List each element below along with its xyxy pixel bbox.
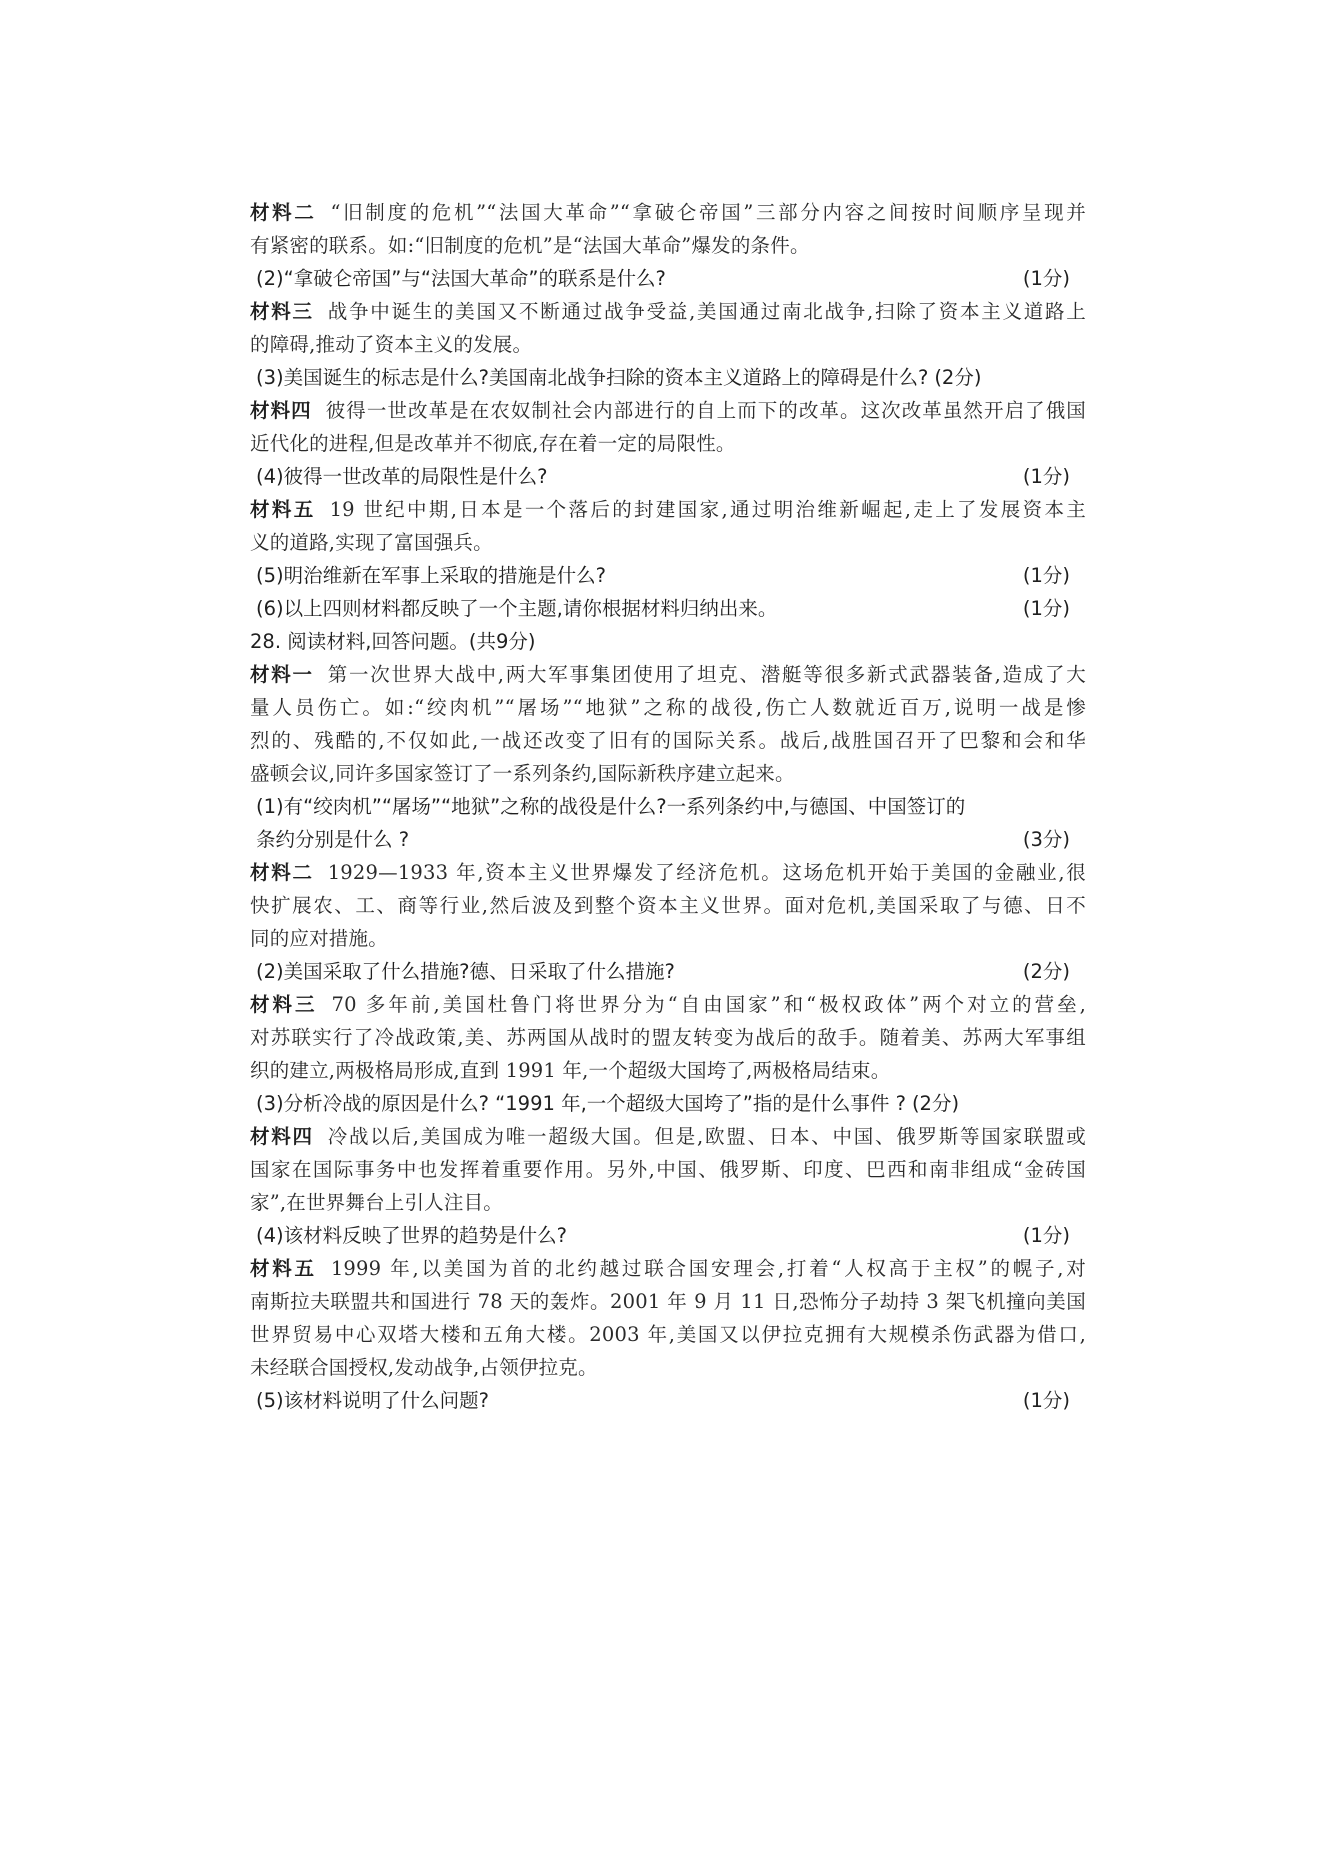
material-line bbox=[250, 295, 1086, 328]
material-label: 材料三 bbox=[250, 993, 318, 1016]
question-score: (2分) bbox=[911, 1092, 960, 1115]
material-line: 未经联合国授权,发动战争,占领伊拉克。 bbox=[250, 1356, 598, 1379]
material-label: 材料四 bbox=[250, 1125, 314, 1148]
question-header bbox=[250, 625, 1086, 658]
question-line bbox=[250, 1219, 1086, 1252]
question-text: (3)分析冷战的原因是什么? “1991 年,一个超级大国垮了”指的是什么事件 ? bbox=[256, 1092, 906, 1115]
question-text: (2)“拿破仑帝国”与“法国大革命”的联系是什么? bbox=[256, 267, 666, 290]
question-line bbox=[250, 592, 1086, 625]
material-line: 盛顿会议,同许多国家签订了一系列条约,国际新秩序建立起来。 bbox=[250, 762, 795, 785]
material-line: 烈的、残酷的,不仅如此,一战还改变了旧有的国际关系。战后,战胜国召开了巴黎和会和华 bbox=[250, 729, 1086, 752]
material-label: 材料五 bbox=[250, 1257, 317, 1280]
question-score: (1分) bbox=[1022, 1224, 1070, 1247]
material-line: 织的建立,两极格局形成,直到 1991 年,一个超级大国垮了,两极格局结束。 bbox=[250, 1059, 891, 1082]
question-line bbox=[250, 823, 1086, 856]
question-text: (4)彼得一世改革的局限性是什么? bbox=[256, 465, 548, 488]
question-text: (5)该材料说明了什么问题? bbox=[256, 1389, 489, 1412]
exam-page bbox=[250, 196, 1086, 1417]
material-line: 快扩展农、工、商等行业,然后波及到整个资本主义世界。面对危机,美国采取了与德、日不 bbox=[250, 894, 1086, 917]
question-text: (2)美国采取了什么措施?德、日采取了什么措施? bbox=[256, 960, 675, 983]
material-text: “旧制度的危机”“法国大革命”“拿破仑帝国”三部分内容之间按时间顺序呈现并 bbox=[330, 201, 1086, 224]
material-line bbox=[250, 856, 1086, 889]
material-label: 材料三 bbox=[250, 300, 314, 323]
material-line: 义的道路,实现了富国强兵。 bbox=[250, 531, 493, 554]
question-score: (3分) bbox=[1022, 828, 1070, 851]
question-score: (2分) bbox=[1022, 960, 1070, 983]
material-line: 对苏联实行了冷战政策,美、苏两国从战时的盟友转变为战后的敌手。随着美、苏两大军事组 bbox=[250, 1026, 1086, 1049]
material-text: 战争中诞生的美国又不断通过战争受益,美国通过南北战争,扫除了资本主义道路上 bbox=[327, 300, 1086, 323]
question-text: (1)有“绞肉机”“屠场”“地狱”之称的战役是什么?一系列条约中,与德国、中国签订的 bbox=[256, 795, 966, 818]
material-text: 70 多年前,美国杜鲁门将世界分为“自由国家”和“极权政体”两个对立的营垒, bbox=[331, 993, 1086, 1016]
material-line: 国家在国际事务中也发挥着重要作用。另外,中国、俄罗斯、印度、巴西和南非组成“金砖国 bbox=[250, 1158, 1086, 1181]
question-text: (5)明治维新在军事上采取的措施是什么? bbox=[256, 564, 606, 587]
material-line bbox=[250, 493, 1086, 526]
question-line bbox=[250, 559, 1086, 592]
material-line bbox=[250, 658, 1086, 691]
material-text: 19 世纪中期,日本是一个落后的封建国家,通过明治维新崛起,走上了发展资本主 bbox=[329, 498, 1086, 521]
material-line bbox=[250, 1120, 1086, 1153]
material-line: 南斯拉夫联盟共和国进行 78 天的轰炸。2001 年 9 月 11 日,恐怖分子劫持 3 架飞机撞向美国 bbox=[250, 1290, 1086, 1313]
material-line: 家”,在世界舞台上引人注目。 bbox=[250, 1191, 503, 1214]
question-line bbox=[250, 1087, 1086, 1120]
material-text: 第一次世界大战中,两大军事集团使用了坦克、潜艇等很多新式武器装备,造成了大 bbox=[327, 663, 1086, 686]
material-line: 同的应对措施。 bbox=[250, 927, 388, 950]
question-score: (1分) bbox=[1022, 267, 1070, 290]
question-score: (2分) bbox=[934, 366, 982, 389]
material-label: 材料二 bbox=[250, 861, 314, 884]
material-text: 1999 年,以美国为首的北约越过联合国安理会,打着“人权高于主权”的幌子,对 bbox=[330, 1257, 1086, 1280]
question-line bbox=[250, 262, 1086, 295]
question-line bbox=[250, 460, 1086, 493]
material-label: 材料四 bbox=[250, 399, 312, 422]
material-label: 材料一 bbox=[250, 663, 314, 686]
question-line bbox=[250, 1384, 1086, 1417]
question-score: (1分) bbox=[1022, 597, 1070, 620]
material-line bbox=[250, 1252, 1086, 1285]
material-line: 的障碍,推动了资本主义的发展。 bbox=[250, 333, 533, 356]
question-score: (1分) bbox=[1022, 1389, 1070, 1412]
material-line bbox=[250, 196, 1086, 229]
question-header-text: 28. 阅读材料,回答问题。(共9分) bbox=[250, 630, 536, 653]
material-text: 1929—1933 年,资本主义世界爆发了经济危机。这场危机开始于美国的金融业,很 bbox=[327, 861, 1086, 884]
question-text: (4)该材料反映了世界的趋势是什么? bbox=[256, 1224, 567, 1247]
question-score: (1分) bbox=[1022, 564, 1070, 587]
question-line bbox=[250, 955, 1086, 988]
question-score: (1分) bbox=[1022, 465, 1070, 488]
material-line: 有紧密的联系。如:“旧制度的危机”是“法国大革命”爆发的条件。 bbox=[250, 234, 810, 257]
material-line: 近代化的进程,但是改革并不彻底,存在着一定的局限性。 bbox=[250, 432, 736, 455]
question-text: (6)以上四则材料都反映了一个主题,请你根据材料归纳出来。 bbox=[256, 597, 778, 620]
material-line bbox=[250, 988, 1086, 1021]
material-text: 彼得一世改革是在农奴制社会内部进行的自上而下的改革。这次改革虽然开启了俄国 bbox=[325, 399, 1086, 422]
question-text: (3)美国诞生的标志是什么?美国南北战争扫除的资本主义道路上的障碍是什么? bbox=[256, 366, 929, 389]
material-line: 世界贸易中心双塔大楼和五角大楼。2003 年,美国又以伊拉克拥有大规模杀伤武器为借口, bbox=[250, 1323, 1086, 1346]
material-line: 量人员伤亡。如:“绞肉机”“屠场”“地狱”之称的战役,伤亡人数就近百万,说明一战是惨 bbox=[250, 696, 1086, 719]
question-line bbox=[250, 790, 1086, 823]
question-line bbox=[250, 361, 1086, 394]
material-text: 冷战以后,美国成为唯一超级大国。但是,欧盟、日本、中国、俄罗斯等国家联盟或 bbox=[327, 1125, 1086, 1148]
material-line bbox=[250, 394, 1086, 427]
material-label: 材料五 bbox=[250, 498, 316, 521]
question-text: 条约分别是什么 ? bbox=[256, 828, 410, 851]
material-label: 材料二 bbox=[250, 201, 317, 224]
